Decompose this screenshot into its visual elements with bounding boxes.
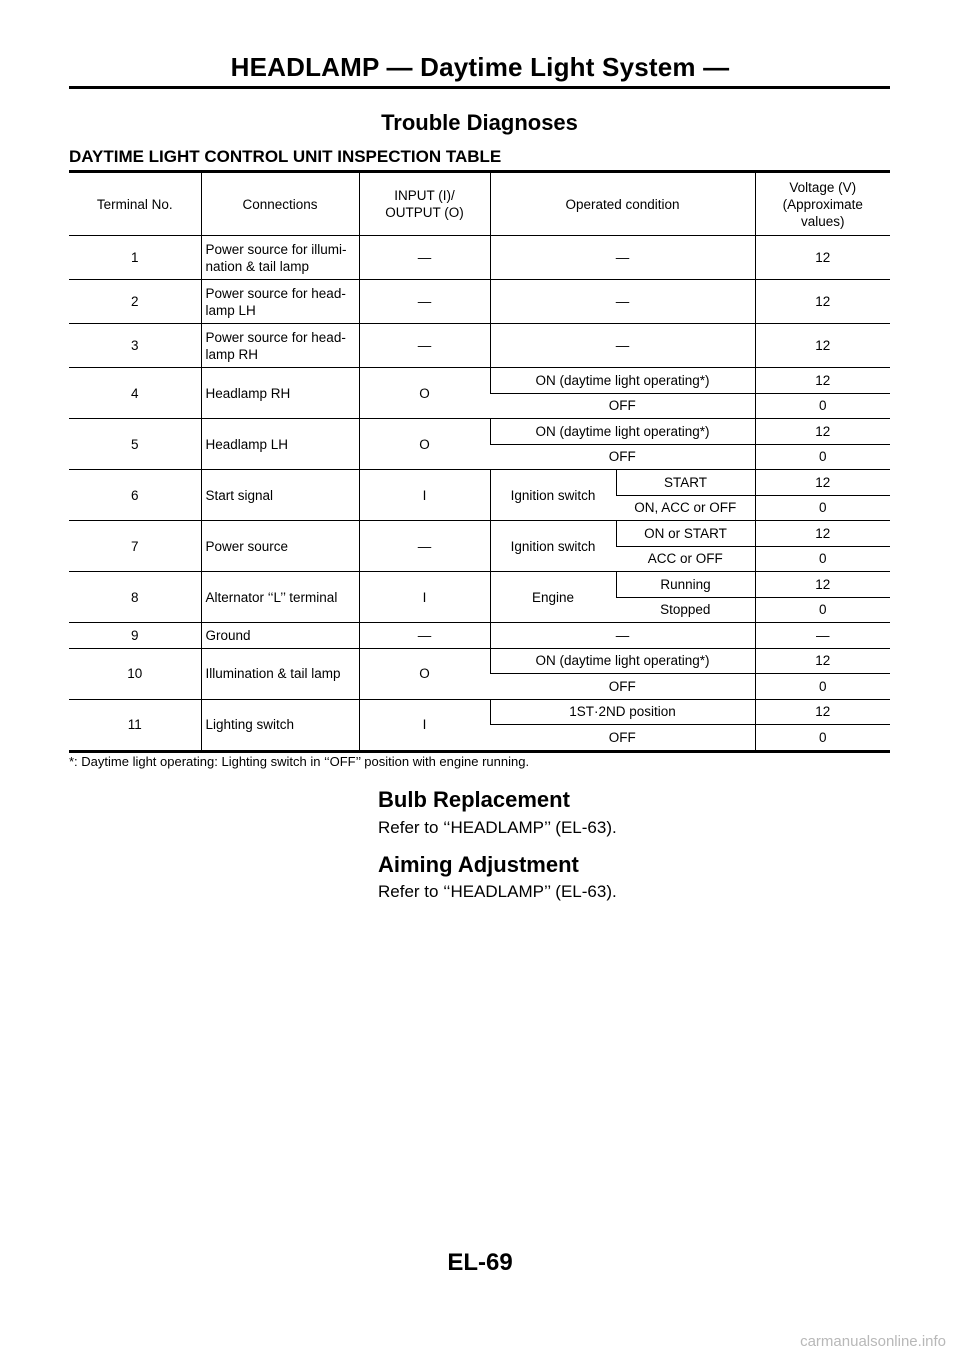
cell-condition: OFF bbox=[490, 674, 755, 700]
cell-terminal: 10 bbox=[69, 648, 201, 699]
header-io bbox=[359, 172, 490, 236]
cell-terminal: 3 bbox=[69, 324, 201, 368]
header-voltage bbox=[755, 172, 890, 236]
cell-voltage: 12 bbox=[755, 368, 890, 394]
cell-io: — bbox=[359, 623, 490, 649]
bulb-replacement-title: Bulb Replacement bbox=[378, 787, 570, 812]
cell-condition: — bbox=[490, 280, 755, 324]
cell-condition: OFF bbox=[490, 393, 755, 419]
cell-io: O bbox=[359, 648, 490, 699]
cell-condition: — bbox=[490, 324, 755, 368]
cell-connection: Alternator ‘‘L’’ terminal bbox=[201, 572, 359, 623]
cell-io: I bbox=[359, 470, 490, 521]
cell-voltage: 12 bbox=[755, 648, 890, 674]
header-connections: Connections bbox=[201, 172, 359, 236]
cell-condition: Ignition switch bbox=[490, 521, 616, 572]
cell-voltage: 0 bbox=[755, 444, 890, 470]
watermark: carmanualsonline.info bbox=[800, 1333, 946, 1350]
cell-terminal: 9 bbox=[69, 623, 201, 649]
cell-terminal: 1 bbox=[69, 236, 201, 280]
cell-sub-condition: ON, ACC or OFF bbox=[616, 495, 755, 521]
cell-voltage: 12 bbox=[755, 521, 890, 547]
header-io-text: INPUT (I)/ OUTPUT (O) bbox=[385, 188, 464, 220]
table-row bbox=[69, 324, 890, 368]
table-row bbox=[69, 623, 890, 649]
page-number: EL-69 bbox=[447, 1249, 513, 1276]
cell-io: — bbox=[359, 236, 490, 280]
page-header-title: HEADLAMP — Daytime Light System — bbox=[230, 52, 730, 82]
cell-terminal: 2 bbox=[69, 280, 201, 324]
cell-condition: ON (daytime light operating*) bbox=[490, 648, 755, 674]
table-header-row bbox=[69, 172, 890, 236]
header-terminal: Terminal No. bbox=[69, 172, 201, 236]
cell-terminal: 7 bbox=[69, 521, 201, 572]
cell-sub-condition: START bbox=[616, 470, 755, 496]
aiming-adjustment-text: Refer to ‘‘HEADLAMP’’ (EL-63). bbox=[378, 882, 617, 901]
cell-voltage: 0 bbox=[755, 393, 890, 419]
cell-voltage: 12 bbox=[755, 699, 890, 725]
inspection-table bbox=[69, 170, 890, 753]
cell-connection: Lighting switch bbox=[201, 699, 359, 751]
table-row bbox=[69, 470, 890, 496]
cell-sub-condition: Running bbox=[616, 572, 755, 598]
cell-connection: Power source bbox=[201, 521, 359, 572]
aiming-adjustment-title: Aiming Adjustment bbox=[378, 852, 579, 877]
cell-connection: Headlamp LH bbox=[201, 419, 359, 470]
cell-condition: — bbox=[490, 236, 755, 280]
cell-voltage: 12 bbox=[755, 280, 890, 324]
cell-terminal: 6 bbox=[69, 470, 201, 521]
table-row bbox=[69, 648, 890, 674]
cell-condition: — bbox=[490, 623, 755, 649]
cell-condition: 1ST·2ND position bbox=[490, 699, 755, 725]
header-voltage-text: Voltage (V) (Approximate values) bbox=[782, 179, 863, 229]
cell-sub-condition: Stopped bbox=[616, 597, 755, 623]
table-row bbox=[69, 280, 890, 324]
cell-io: O bbox=[359, 419, 490, 470]
cell-connection: Start signal bbox=[201, 470, 359, 521]
table-heading: DAYTIME LIGHT CONTROL UNIT INSPECTION TABLE bbox=[69, 147, 502, 166]
cell-voltage: 12 bbox=[755, 236, 890, 280]
table-footnote: *: Daytime light operating: Lighting switch in ‘‘OFF’’ position with engine running. bbox=[69, 754, 530, 769]
cell-voltage: 0 bbox=[755, 674, 890, 700]
table-row bbox=[69, 368, 890, 394]
cell-terminal: 4 bbox=[69, 368, 201, 419]
section-title: Trouble Diagnoses bbox=[381, 110, 578, 135]
table-row bbox=[69, 419, 890, 445]
header-rule bbox=[69, 86, 890, 89]
cell-voltage: 0 bbox=[755, 546, 890, 572]
cell-voltage: — bbox=[755, 623, 890, 649]
cell-condition: OFF bbox=[490, 444, 755, 470]
cell-connection: Illumination & tail lamp bbox=[201, 648, 359, 699]
header-operated-condition: Operated condition bbox=[490, 172, 755, 236]
cell-io: O bbox=[359, 368, 490, 419]
bulb-replacement-text: Refer to ‘‘HEADLAMP’’ (EL-63). bbox=[378, 818, 617, 837]
table-row bbox=[69, 521, 890, 547]
cell-connection: Headlamp RH bbox=[201, 368, 359, 419]
cell-io: I bbox=[359, 572, 490, 623]
cell-connection-text: Power source for illumi- nation & tail lamp bbox=[205, 241, 347, 274]
cell-sub-condition: ON or START bbox=[616, 521, 755, 547]
cell-connection bbox=[201, 280, 359, 324]
cell-io: — bbox=[359, 521, 490, 572]
cell-connection-text: Power source for head- lamp RH bbox=[205, 329, 346, 362]
cell-terminal: 11 bbox=[69, 699, 201, 751]
cell-io: — bbox=[359, 324, 490, 368]
cell-voltage: 12 bbox=[755, 572, 890, 598]
cell-terminal: 8 bbox=[69, 572, 201, 623]
cell-condition: OFF bbox=[490, 725, 755, 752]
cell-condition: ON (daytime light operating*) bbox=[490, 368, 755, 394]
table-row bbox=[69, 236, 890, 280]
cell-condition: Ignition switch bbox=[490, 470, 616, 521]
cell-voltage: 0 bbox=[755, 725, 890, 752]
cell-connection-text: Power source for head- lamp LH bbox=[205, 285, 346, 318]
cell-connection: Ground bbox=[201, 623, 359, 649]
cell-voltage: 12 bbox=[755, 419, 890, 445]
cell-sub-condition: ACC or OFF bbox=[616, 546, 755, 572]
table-row bbox=[69, 699, 890, 725]
cell-condition: Engine bbox=[490, 572, 616, 623]
cell-io: I bbox=[359, 699, 490, 751]
cell-io: — bbox=[359, 280, 490, 324]
cell-connection bbox=[201, 324, 359, 368]
cell-terminal: 5 bbox=[69, 419, 201, 470]
table-row bbox=[69, 572, 890, 598]
cell-voltage: 0 bbox=[755, 495, 890, 521]
cell-condition: ON (daytime light operating*) bbox=[490, 419, 755, 445]
cell-connection bbox=[201, 236, 359, 280]
inspection-table-container bbox=[69, 170, 890, 753]
cell-voltage: 12 bbox=[755, 470, 890, 496]
cell-voltage: 0 bbox=[755, 597, 890, 623]
cell-voltage: 12 bbox=[755, 324, 890, 368]
